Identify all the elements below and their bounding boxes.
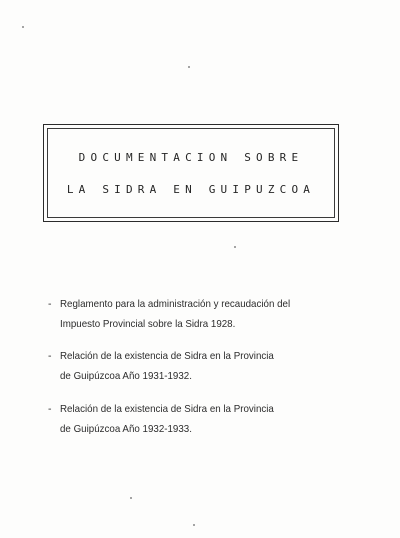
scan-speck bbox=[188, 66, 190, 68]
list-item bbox=[48, 294, 348, 334]
title-box bbox=[43, 124, 339, 222]
list-item bbox=[48, 346, 348, 386]
title-box-inner-border bbox=[47, 128, 335, 218]
title-line-2: LA SIDRA EN GUIPUZCOA bbox=[66, 183, 316, 196]
list-bullet: - bbox=[48, 298, 52, 310]
list-item-text bbox=[60, 294, 356, 334]
list-item-text bbox=[60, 399, 356, 439]
list-item-line-1: Relación de la existencia de Sidra en la Provincia bbox=[60, 350, 274, 362]
list-item-line-2: de Guipúzcoa Año 1931-1932. bbox=[60, 370, 192, 382]
scan-speck bbox=[193, 524, 195, 526]
list-item bbox=[48, 399, 348, 439]
scan-speck bbox=[234, 246, 236, 248]
list-item-line-1: Relación de la existencia de Sidra en la Provincia bbox=[60, 403, 274, 415]
list-bullet: - bbox=[48, 403, 52, 415]
scan-speck bbox=[130, 497, 132, 499]
list-item-line-1: Reglamento para la administración y recaudación del bbox=[60, 298, 291, 310]
list-bullet: - bbox=[48, 350, 52, 362]
title-line-1: DOCUMENTACION SOBRE bbox=[78, 151, 304, 164]
scan-speck bbox=[22, 26, 24, 28]
list-item-line-2: Impuesto Provincial sobre la Sidra 1928. bbox=[60, 318, 236, 330]
list-item-line-2: de Guipúzcoa Año 1932-1933. bbox=[60, 423, 192, 435]
list-item-text bbox=[60, 346, 356, 386]
